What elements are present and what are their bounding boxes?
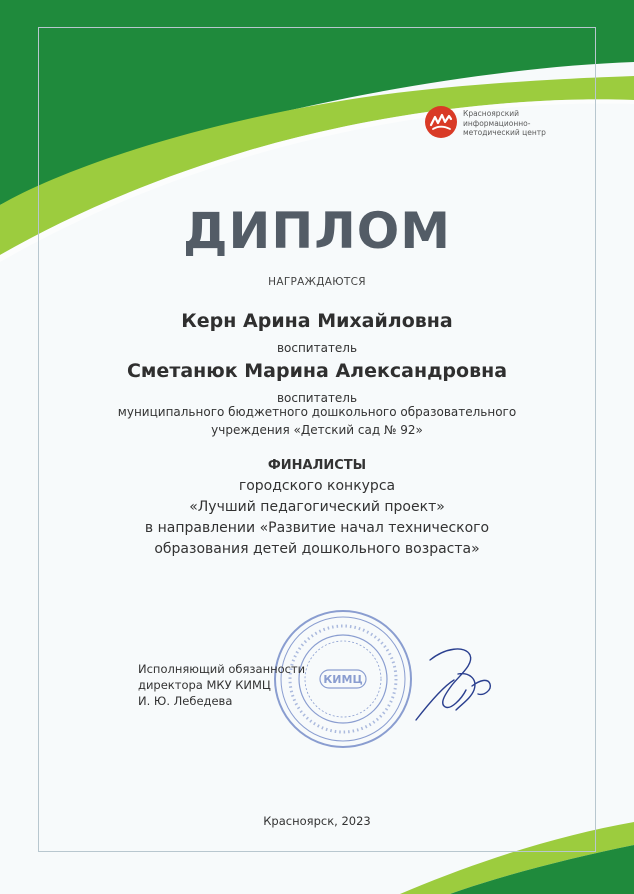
kimc-logo-icon: [424, 105, 458, 139]
recipient-name: Сметанюк Марина Александровна: [126, 360, 508, 382]
contest-line: образования детей дошкольного возраста»: [154, 541, 480, 557]
signatory-line: И. Ю. Лебедева: [138, 694, 233, 708]
org-logo-text: [463, 109, 546, 138]
status-label: ФИНАЛИСТЫ: [267, 458, 367, 473]
org-logo-line: информационно-: [463, 118, 531, 128]
recipient-position: воспитатель: [276, 341, 358, 355]
recipient-name: Керн Арина Михайловна: [181, 310, 453, 332]
diploma-title: ДИПЛОМ: [182, 202, 451, 260]
signatory-block: [138, 661, 305, 709]
organization-line: муниципального бюджетного дошкольного образовательного: [117, 405, 517, 419]
contest-line: «Лучший педагогический проект»: [189, 499, 445, 515]
handwritten-signature: [400, 640, 510, 730]
org-logo-line: методический центр: [463, 128, 546, 137]
stamp-center-text: КИМЦ: [323, 673, 363, 686]
contest-line: городского конкурса: [238, 478, 396, 494]
org-logo-line: Красноярский: [463, 109, 519, 118]
signatory-line: директора МКУ КИМЦ: [138, 678, 271, 692]
recipient-position: воспитатель: [276, 391, 358, 405]
organization-line: учреждения «Детский сад № 92»: [211, 423, 423, 437]
city-year: Красноярск, 2023: [263, 814, 371, 828]
contest-line: в направлении «Развитие начал технического: [144, 520, 490, 536]
signatory-line: Исполняющий обязанности: [138, 662, 306, 676]
awarded-label: НАГРАЖДАЮТСЯ: [268, 276, 366, 288]
